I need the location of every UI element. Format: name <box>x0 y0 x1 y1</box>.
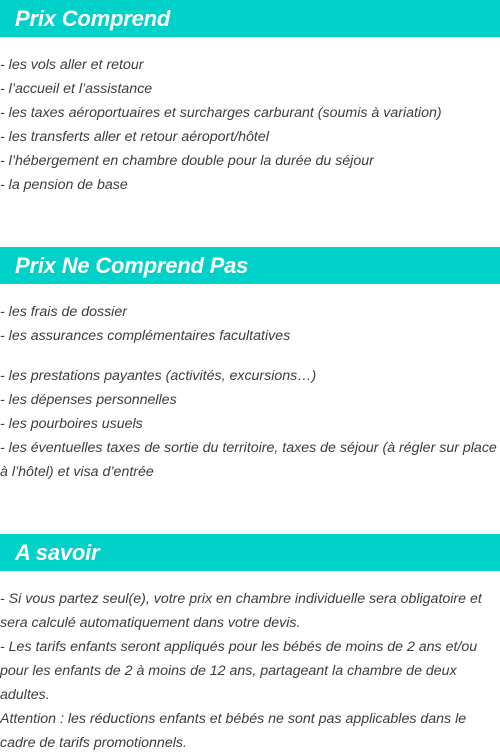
info-list <box>0 587 500 755</box>
section-header-a-savoir <box>0 534 500 571</box>
list-item: - les dépenses personnelles <box>0 392 177 408</box>
info-paragraph: Attention : les réductions enfants et bébés ne sont pas applicables dans le cadre de tarifs promotionnels. <box>0 711 467 751</box>
list-item: - les assurances complémentaires facultatives <box>0 328 291 344</box>
list-item: - l’accueil et l’assistance <box>0 81 153 97</box>
section-header-prix-ne-comprend-pas <box>0 247 500 284</box>
section-title: Prix Comprend <box>15 5 171 31</box>
list-item: - les éventuelles taxes de sortie du territoire, taxes de séjour (à régler sur place à l’hôtel) et visa d’entrée <box>0 440 497 480</box>
included-list <box>0 53 500 197</box>
not-included-list-b <box>0 364 500 484</box>
section-title: Prix Ne Comprend Pas <box>15 252 249 278</box>
list-item: - la pension de base <box>0 177 128 193</box>
section-header-prix-comprend <box>0 0 500 37</box>
section-title: A savoir <box>15 539 100 565</box>
info-paragraph: - Les tarifs enfants seront appliqués pour les bébés de moins de 2 ans et/ou pour les enfants de 2 à moins de 12 ans, partageant la chambre de deux adultes. <box>0 639 478 703</box>
list-item: - les prestations payantes (activités, excursions…) <box>0 368 317 384</box>
list-item: - l’hébergement en chambre double pour la durée du séjour <box>0 153 374 169</box>
list-item: - les frais de dossier <box>0 304 127 320</box>
list-item: - les taxes aéroportuaires et surcharges carburant (soumis à variation) <box>0 105 442 121</box>
list-item: - les transferts aller et retour aéroport/hôtel <box>0 129 269 145</box>
info-paragraph: - Si vous partez seul(e), votre prix en chambre individuelle sera obligatoire et sera calculé automatiquement dans votre devis. <box>0 591 482 631</box>
not-included-list-a <box>0 300 500 348</box>
list-item: - les vols aller et retour <box>0 57 144 73</box>
list-item: - les pourboires usuels <box>0 416 143 432</box>
